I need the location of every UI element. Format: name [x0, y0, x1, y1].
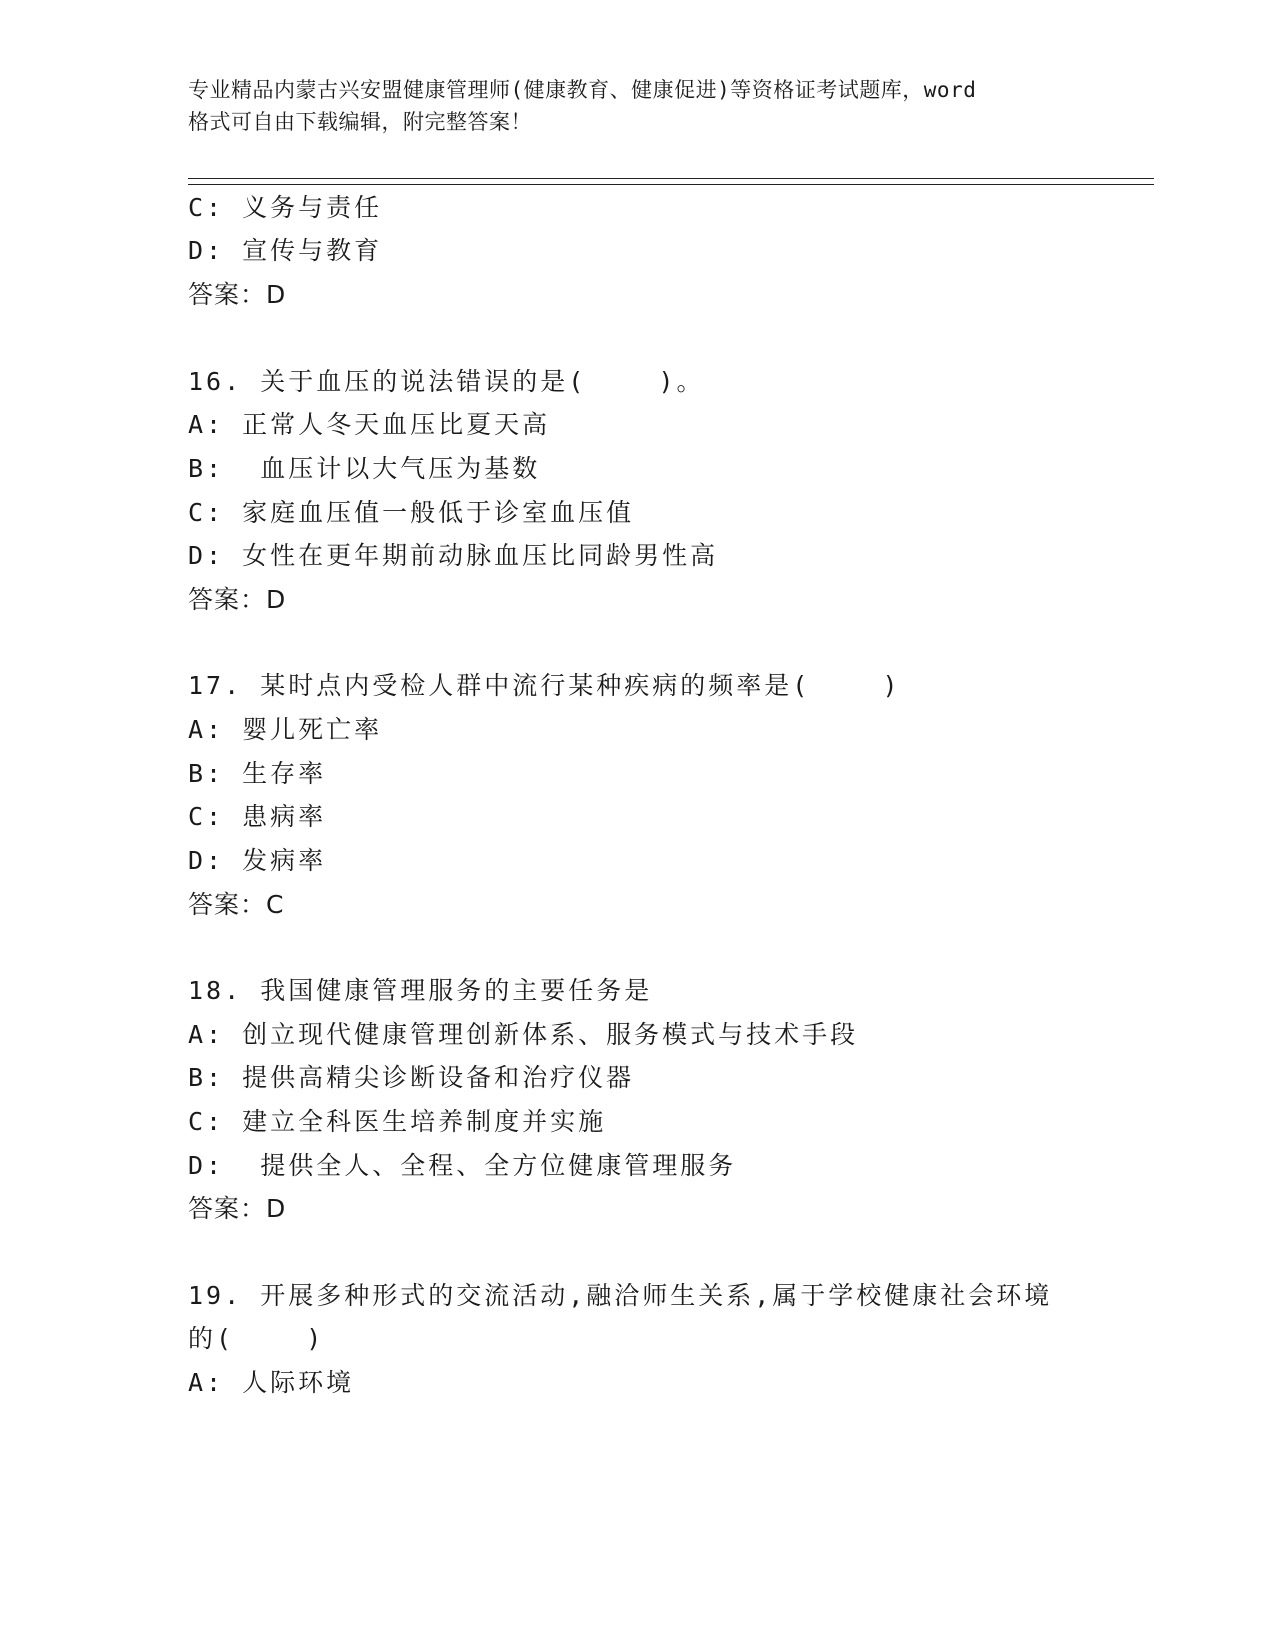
q16-option-b: B: 血压计以大气压为基数: [188, 454, 541, 483]
q17-option-d: D: 发病率: [188, 846, 327, 875]
q16-option-d: D: 女性在更年期前动脉血压比同龄男性高: [188, 541, 719, 570]
header-line-2: 格式可自由下载编辑，附完整答案！: [188, 110, 532, 134]
q15-option-c: C: 义务与责任: [188, 193, 383, 222]
q16-answer: 答案：D: [188, 585, 287, 614]
q15-answer: 答案：D: [188, 280, 287, 309]
q19-stem-line-1: 19. 开展多种形式的交流活动,融洽师生关系,属于学校健康社会环境: [188, 1281, 1053, 1310]
header-divider-bottom: [188, 184, 1154, 185]
q18-option-b: B: 提供高精尖诊断设备和治疗仪器: [188, 1063, 635, 1092]
q19-option-a: A: 人际环境: [188, 1368, 355, 1397]
q17-option-a: A: 婴儿死亡率: [188, 715, 383, 744]
q16-option-a: A: 正常人冬天血压比夏天高: [188, 410, 551, 439]
q18-answer: 答案：D: [188, 1194, 287, 1223]
q17-answer: 答案：C: [188, 890, 285, 919]
q18-option-a: A: 创立现代健康管理创新体系、服务模式与技术手段: [188, 1020, 859, 1049]
q18-stem: 18. 我国健康管理服务的主要任务是: [188, 976, 653, 1005]
q18-option-d: D: 提供全人、全程、全方位健康管理服务: [188, 1151, 737, 1180]
q19-stem-line-2: 的( ): [188, 1324, 325, 1353]
q17-option-b: B: 生存率: [188, 759, 327, 788]
q17-option-c: C: 患病率: [188, 802, 327, 831]
q16-stem: 16. 关于血压的说法错误的是( )。: [188, 367, 705, 396]
q16-option-c: C: 家庭血压值一般低于诊室血压值: [188, 498, 635, 527]
header-divider-top: [188, 178, 1154, 179]
q15-option-d: D: 宣传与教育: [188, 236, 383, 265]
q18-option-c: C: 建立全科医生培养制度并实施: [188, 1107, 607, 1136]
header-line-1: 专业精品内蒙古兴安盟健康管理师(健康教育、健康促进)等资格证考试题库，word: [188, 78, 977, 102]
q17-stem: 17. 某时点内受检人群中流行某种疾病的频率是( ): [188, 671, 901, 700]
document-header: [188, 74, 1088, 138]
